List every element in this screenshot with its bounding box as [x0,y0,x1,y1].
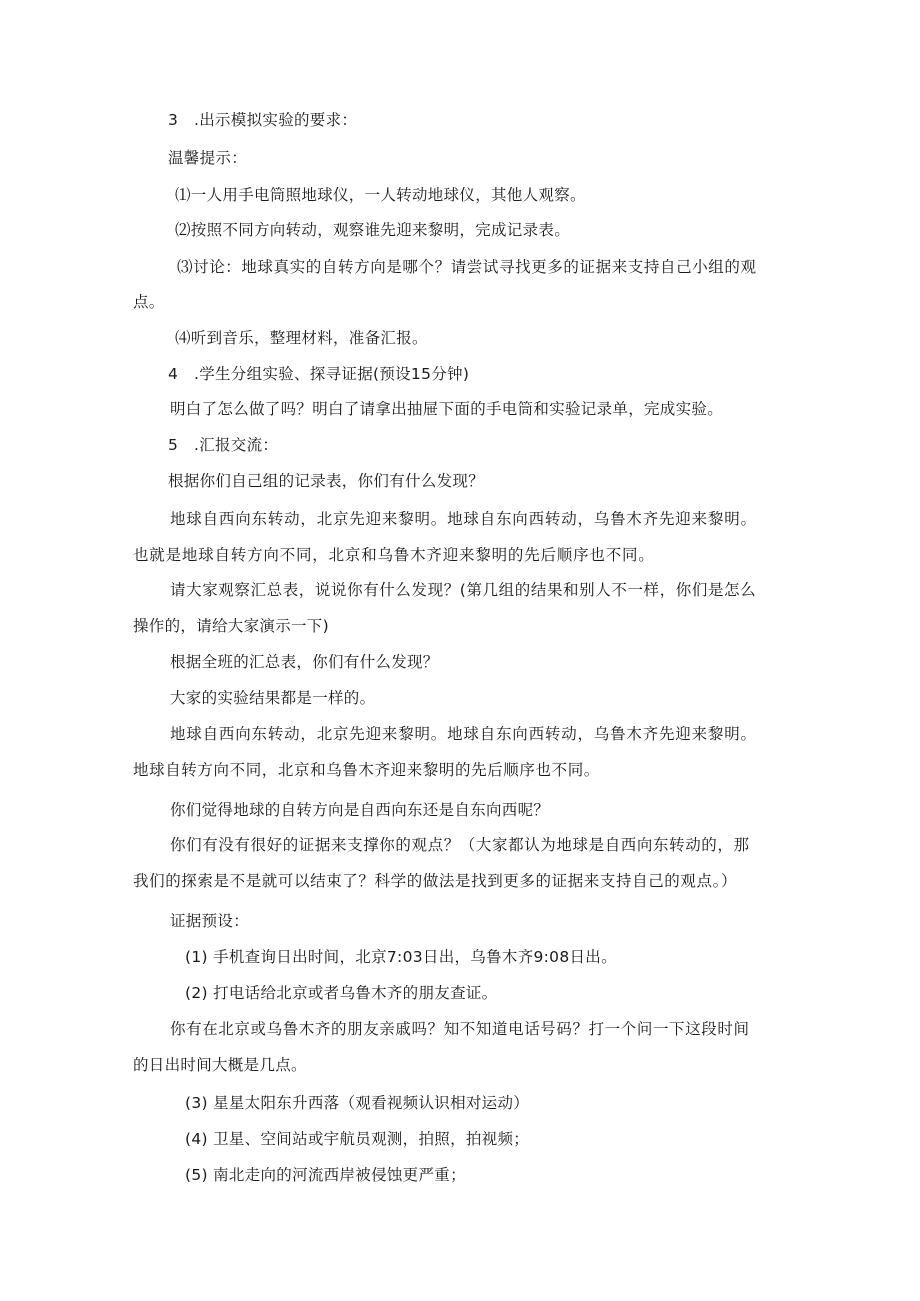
paragraph: 大家的实验结果都是一样的。 [170,689,376,707]
evidence-heading: 证据预设： [170,912,250,930]
paragraph: 你们觉得地球的自转方向是自西向东还是自东向西呢？ [170,801,550,819]
evidence-item-1: (1) 手机查询日出时间，北京7:03日出，乌鲁木齐9:08日出。 [185,948,617,966]
paragraph: 地球自转方向不同，北京和乌鲁木齐迎来黎明的先后顺序也不同。 [133,761,600,779]
tip-item-3: ⑶讨论：地球真实的自转方向是哪个？请尝试寻找更多的证据来支持自己小组的观 [177,258,757,276]
tip-item-2: ⑵按照不同方向转动，观察谁先迎来黎明，完成记录表。 [175,221,571,239]
paragraph: 我们的探索是不是就可以结束了？科学的做法是找到更多的证据来支持自己的观点。） [133,872,738,890]
step-3-heading: 3 .出示模拟实验的要求： [168,111,358,129]
evidence-item-5: (5) 南北走向的河流西岸被侵蚀更严重； [185,1166,466,1184]
paragraph: 地球自西向东转动，北京先迎来黎明。地球自东向西转动，乌鲁木齐先迎来黎明。 [170,725,757,743]
step-4-heading: 4 .学生分组实验、探寻证据(预设15分钟) [168,365,470,383]
paragraph: 你有在北京或乌鲁木齐的朋友亲戚吗？知不知道电话号码？打一个问一下这段时间 [170,1020,750,1038]
paragraph: 明白了怎么做了吗？明白了请拿出抽屉下面的手电筒和实验记录单，完成实验。 [170,400,724,418]
paragraph: 请大家观察汇总表，说说你有什么发现？(第几组的结果和别人不一样，你们是怎么 [170,581,757,599]
paragraph: 根据你们自己组的记录表，你们有什么发现？ [168,472,485,490]
evidence-item-3: (3) 星星太阳东升西落（观看视频认识相对运动） [185,1094,530,1112]
evidence-item-4: (4) 卫星、空间站或宇航员观测，拍照，拍视频； [185,1130,530,1148]
paragraph: 地球自西向东转动，北京先迎来黎明。地球自东向西转动，乌鲁木齐先迎来黎明。 [170,510,757,528]
paragraph: 你们有没有很好的证据来支撑你的观点？（大家都认为地球是自西向东转动的，那 [170,836,750,854]
paragraph: 也就是地球自转方向不同，北京和乌鲁木齐迎来黎明的先后顺序也不同。 [133,546,655,564]
tip-heading: 温馨提示： [168,149,248,167]
paragraph: 操作的，请给大家演示一下) [133,617,329,635]
tip-item-1: ⑴一人用手电筒照地球仪，一人转动地球仪，其他人观察。 [175,186,586,204]
evidence-item-2: (2) 打电话给北京或者乌鲁木齐的朋友查证。 [185,984,498,1002]
tip-item-3-cont: 点。 [133,293,165,311]
paragraph: 根据全班的汇总表，你们有什么发现？ [170,653,439,671]
tip-item-4: ⑷听到音乐，整理材料，准备汇报。 [175,329,428,347]
paragraph: 的日出时间大概是几点。 [133,1056,307,1074]
step-5-heading: 5 .汇报交流： [168,436,279,454]
